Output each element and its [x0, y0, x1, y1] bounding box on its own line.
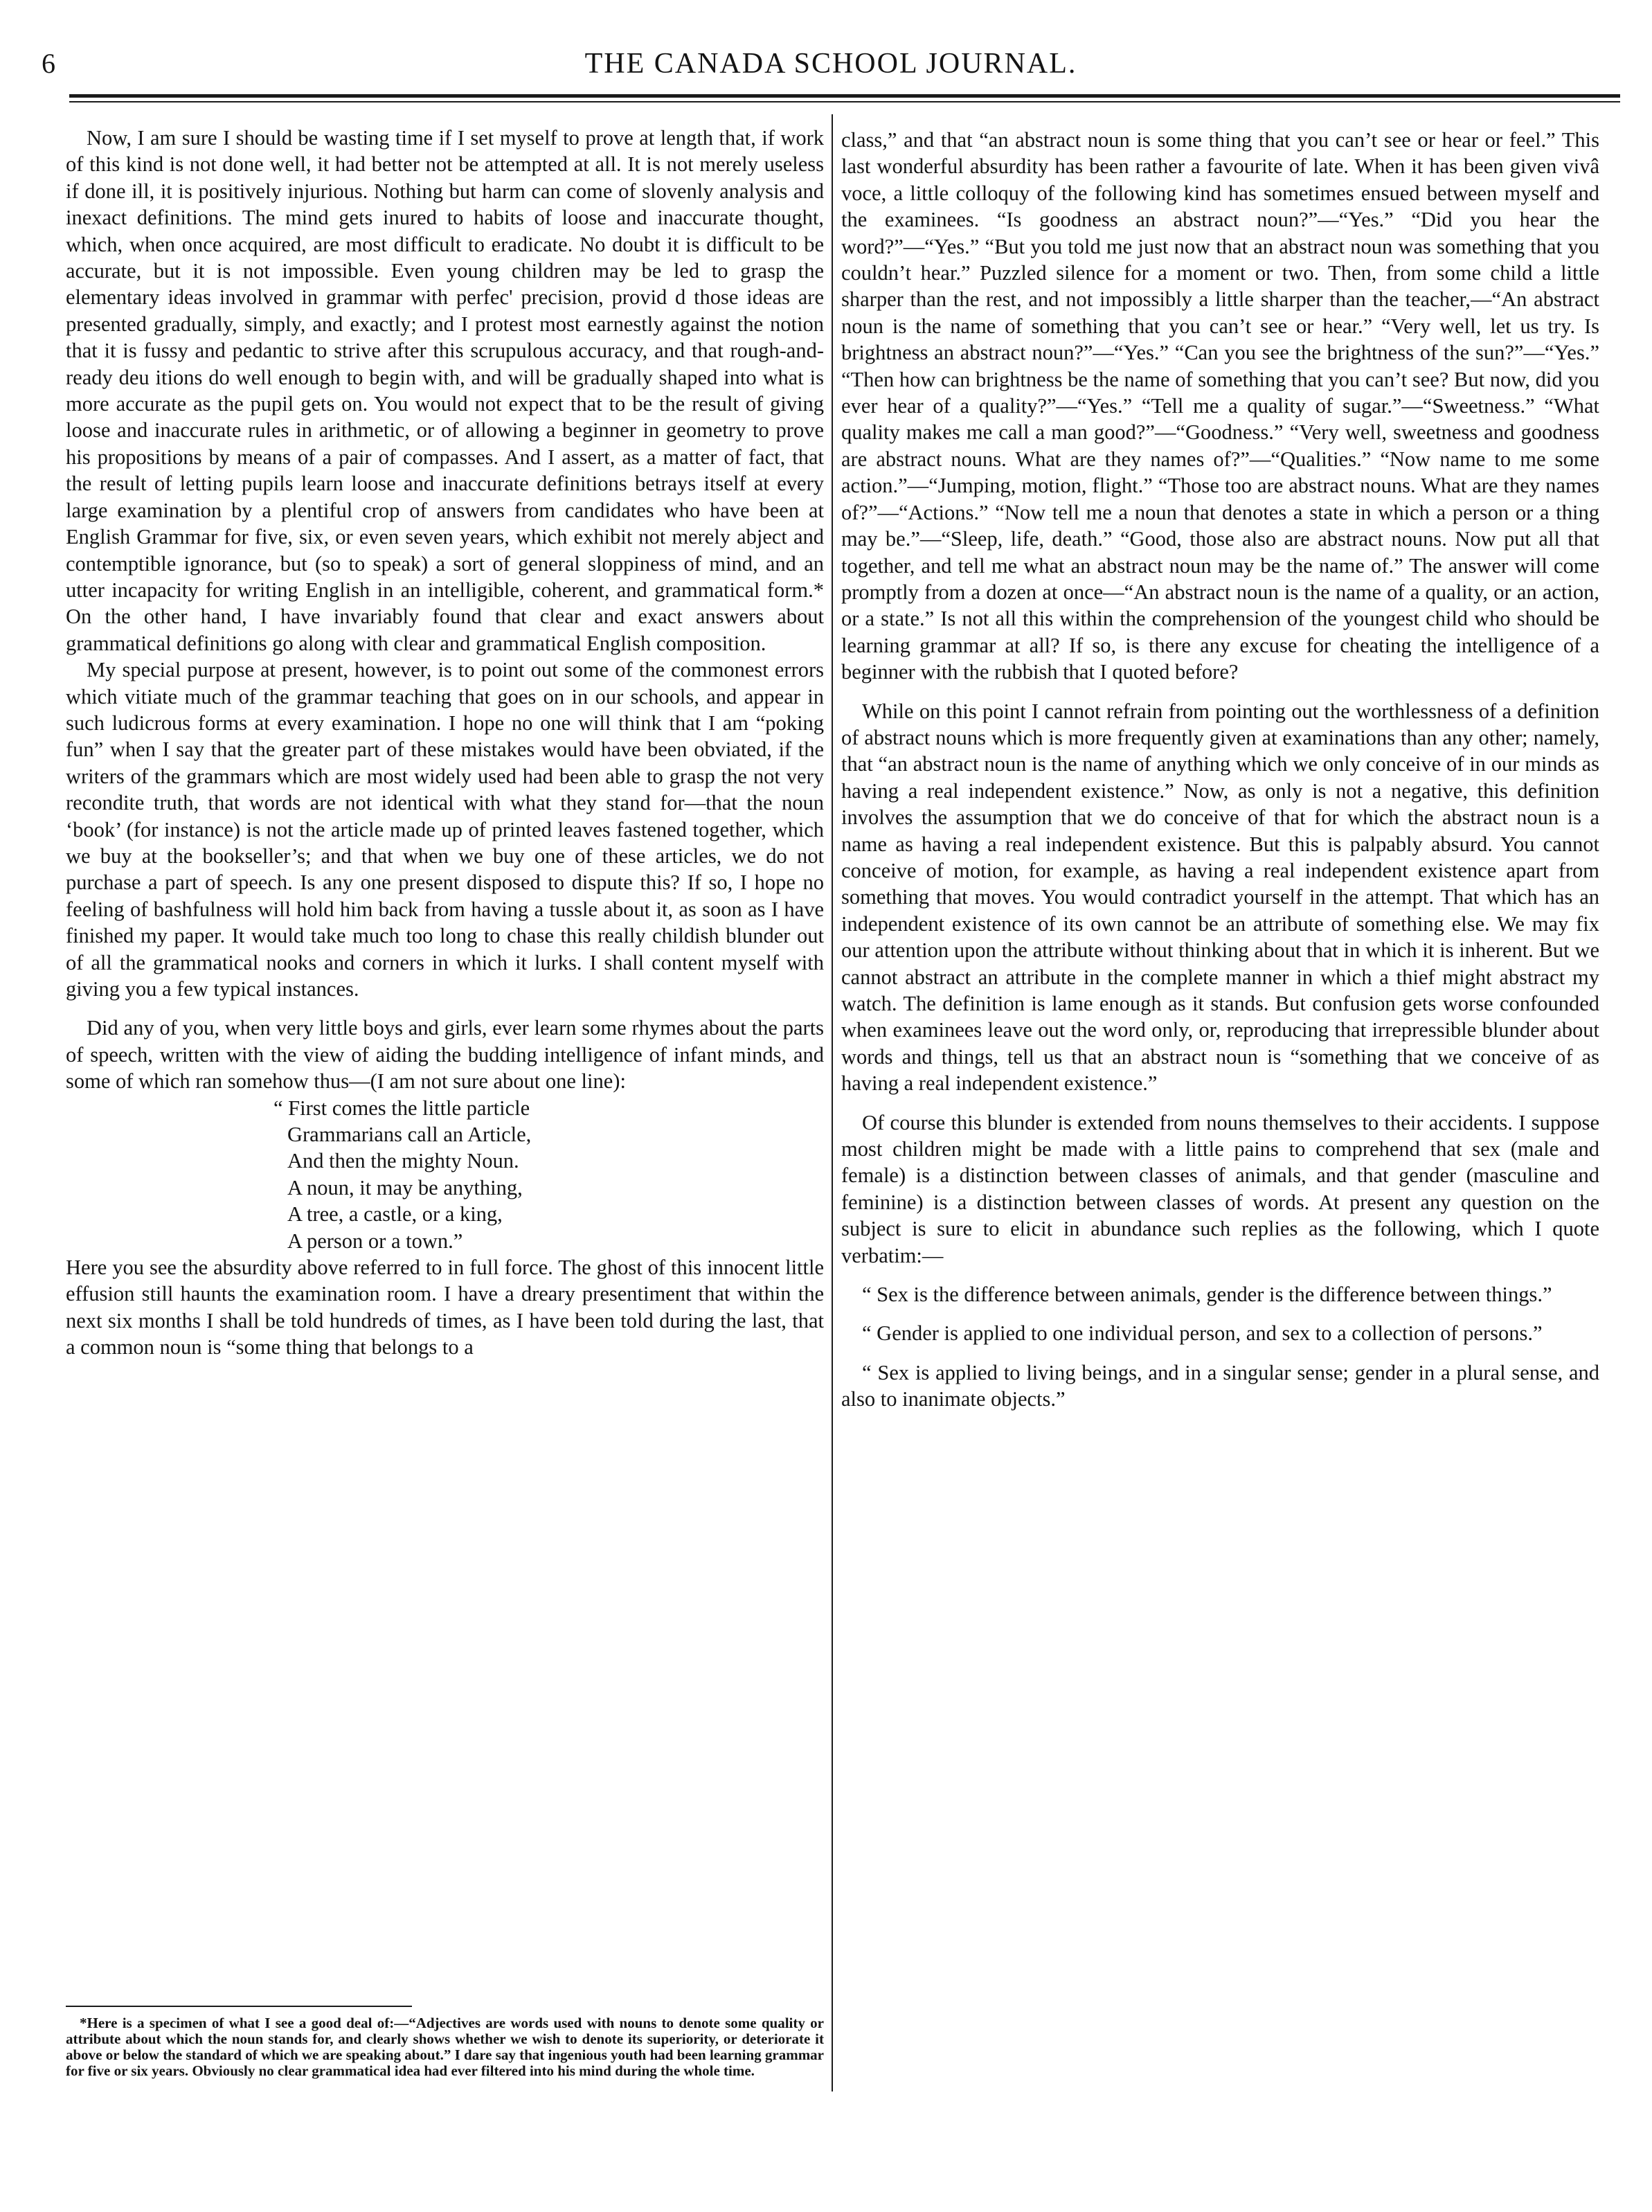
column-divider: [832, 114, 833, 2091]
running-title: THE CANADA SCHOOL JOURNAL.: [584, 48, 1077, 80]
rhyme-line: And then the mighty Noun.: [287, 1149, 519, 1173]
paragraph: Did any of you, when very little boys and girls, ever learn some rhymes about the parts of speech, written with the view of aiding the budding intelligence of infant minds, and some of which ran somehow thus—(I am not sure about one line):: [66, 1016, 824, 1094]
rhyme-line: A person or a town.”: [287, 1229, 463, 1253]
footnote-text: *Here is a specimen of what I see a good deal of:—“Adjectives are words used with nouns to denote some quality or attribute about which the noun stands for, and clearly shows whether we wish to denote its superiority, or deteriorate it above or below the standard of which we are speaking about.” I dare say that ingenious youth had been learning grammar for five or six years. Obviously no clear grammatical idea had ever filtered into his mind during the whole time.: [66, 2015, 825, 2079]
rhyme-line: A noun, it may be anything,: [287, 1175, 523, 1199]
footnote-rule: [66, 2006, 412, 2007]
paragraph: Of course this blunder is extended from nouns themselves to their accidents. I suppose most children might be made with a little pains to comprehend that sex (male and female) is a distinction between classes of animals, and that gender (masculine and feminine) is a distinction between classes of words. At present any question on the subject is sure to elicit in abundance such replies as the following, which I quote verbatim:—: [841, 1110, 1599, 1267]
paragraph: Now, I am sure I should be wasting time if I set myself to prove at length that, if work of this kind is not done well, it had better not be attempted at all. It is not merely useless if done ill, it is positively injurious. Nothing but harm can come of slovenly analysis and inexact definitions. The mind gets inured to habits of loose and inaccurate thought, which, when once acquired, are most difficult to eradicate. No doubt it is difficult to be accurate, but it is not impossible. Even young children may be led to grasp the elementary ideas involved in grammar with perfec' precision, provid d those ideas are presented gradually, simply, and exactly; and I protest most earnestly against the notion that it is fussy and pedantic to strive after this scrupulous accuracy, and that rough-and-ready deu itions do well enough to begin with, and will be gradually shaped into what is more accurate as the pupil gets on. You would not expect that to be the result of giving loose and inaccurate rules in arithmetic, or of allowing a beginner in geometry to prove his propositions by means of a pair of compasses. And I assert, as a matter of fact, that the result of letting pupils learn loose and inaccurate definitions betrays itself at every large examination by a plentiful crop of answers from candidates who have been at English Grammar for five, six, or even seven years, which exhibit not merely abject and contemptible ignorance, but (so to speak) a sort of general sloppiness of mind, and an utter incapacity for writing English in an intelligible, coherent, and grammatical form.* On the other hand, I have invariably found that clear and exact answers about grammatical definitions go along with clear and grammatical English composition.: [66, 126, 824, 655]
paragraph: Here you see the absurdity above referred to in full force. The ghost of this innocent little effusion still haunts the examination room. I have a dreary presentiment that within the next six months I shall be told hundreds of times, as I have been told during the last, that a common noun is “some thing that belongs to a: [66, 1256, 824, 1359]
footnote: [66, 2015, 824, 2079]
right-column: [841, 127, 1599, 1413]
rhyme-line: A tree, a castle, or a king,: [287, 1202, 503, 1227]
header-rule-thin: [69, 101, 1620, 102]
paragraph: class,” and that “an abstract noun is some thing that you can’t see or hear or feel.” This last wonderful absurdity has been rather a favourite of late. When it has been given vivâ voce, a little colloquy of the following kind has sometimes ensued between myself and the examinees. “Is goodness an abstract noun?”—“Yes.” “Did you hear the word?”—“Yes.” “But you told me just now that an abstract noun was something that you couldn’t hear.” Puzzled silence for a moment or two. Then, from some child a little sharper than the rest, and not impossibly a little sharper than the teacher,—“An abstract noun is the name of something that you can’t see or hear.” “Very well, let us try. Is brightness an abstract noun?”—“Yes.” “Can you see the brightness of the sun?”—“Yes.” “Then how can brightness be the name of something that you can’t see? But now, did you ever hear of a quality?”—“Yes.” “Tell me a quality of sugar.”—“Sweetness.” “What quality makes me call a man good?”—“Goodness.” “Very well, sweetness and goodness are abstract nouns. What are they names of?”—“Qualities.” “Now name to me some action.”—“Jumping, motion, flight.” “Those too are abstract nouns. What are they names of?”—“Actions.” “Now tell me a noun that denotes a state in which a person or a thing may be.”—“Sleep, life, death.” “Good, those also are abstract nouns. Now put all that together, and tell me what an abstract noun may be the name of.” The answer will come promptly from a dozen at once—“An abstract noun is the name of a quality, or an action, or a state.” Is not all this within the comprehension of the youngest child who should be learning grammar at all? If so, is there any excuse for cheating the intelligence of a beginner with the rubbish that I quoted before?: [841, 128, 1599, 684]
page-header: [42, 47, 1620, 86]
header-rule: [69, 94, 1620, 98]
rhyme-line: “ First comes the little particle: [273, 1096, 530, 1120]
quoted-answer: “ Sex is applied to living beings, and in a singular sense; gender in a plural sense, and also to inanimate objects.”: [841, 1360, 1599, 1411]
left-column: [66, 125, 824, 1361]
quoted-answer: “ Gender is applied to one individual person, and sex to a collection of persons.”: [862, 1321, 1543, 1346]
quoted-answer: “ Sex is the difference between animals, gender is the difference between things.”: [862, 1283, 1552, 1307]
page-number: 6: [42, 48, 55, 79]
rhyme-line: Grammarians call an Article,: [287, 1123, 532, 1147]
paragraph: My special purpose at present, however, is to point out some of the commonest errors which vitiate much of the grammar teaching that goes on in our schools, and appear in such ludicrous forms at every examination. I hope no one will think that I am “poking fun” when I say that the greater part of these mistakes would have been obviated, if the writers of the grammars which are most widely used had been able to grasp the not very recondite truth, that words are not identical with what they stand for—that the noun ‘book’ (for instance) is not the article made up of printed leaves fastened together, which we buy at the bookseller’s; and that when we buy one of these articles, we do not purchase a part of speech. Is any one present disposed to dispute this? If so, I hope no feeling of bashfulness will hold him back from having a tussle about it, as soon as I have finished my paper. It would take much too long to chase this really childish blunder out of all the grammatical nooks and corners in which it lurks. I shall content myself with giving you a few typical instances.: [66, 658, 824, 1001]
paragraph: While on this point I cannot refrain from pointing out the worthlessness of a definition of abstract nouns which is more frequently given at examinations than any other; namely, that “an abstract noun is the name of anything which we only conceive of in our minds as having a real independent existence.” Now, as only is not a negative, this definition involves the assumption that we do conceive of that for which the abstract noun is a name as having a real independent existence. But this is palpably absurd. You cannot conceive of motion, for example, as having a real independent existence apart from something that moves. You would contradict yourself in the attempt. That which has an independent existence of its own cannot be an attribute of something else. We may fix our attention upon the attribute without thinking about that in which it is inherent. But we cannot abstract an attribute in the complete manner in which a thief might abstract my watch. The definition is lame enough as it stands. But confusion gets worse confounded when examinees leave out the word only, or, reproducing that irrepressible blunder about words and things, tell us that an abstract noun is “something that we conceive of as having a real independent existence.”: [841, 699, 1599, 1096]
rhyme-quote: [273, 1095, 824, 1254]
